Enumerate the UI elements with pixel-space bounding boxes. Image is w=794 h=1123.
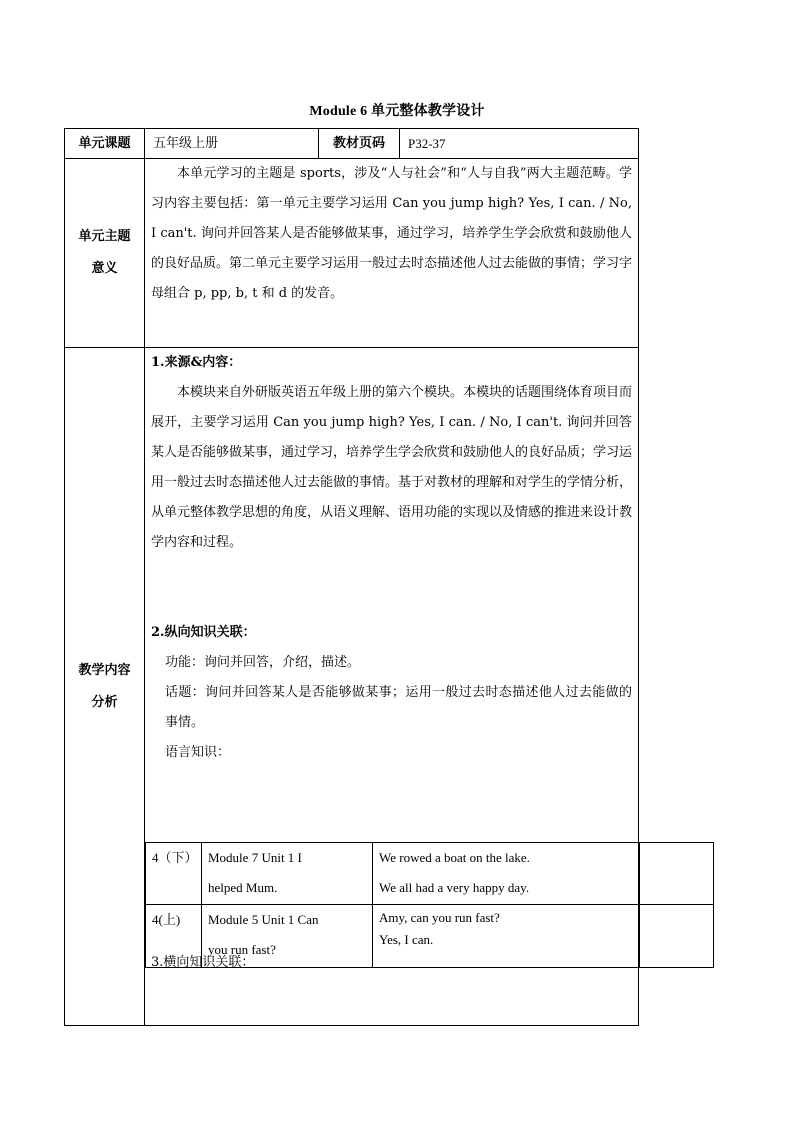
subtable-sentence-line2: We all had a very happy day.: [379, 880, 530, 895]
subtable-module-cell: [201, 842, 373, 905]
language-knowledge-text: 语言知识：: [165, 745, 231, 760]
section-source-heading: 1.来源&内容：: [151, 355, 242, 370]
subtable-sentence-line2: Yes, I can.: [379, 932, 434, 947]
section-horizontal-heading: 3.横向知识关联：: [151, 955, 255, 970]
subtable-sentence-cell: [372, 842, 640, 905]
unit-topic-value: 五年级上册: [144, 128, 319, 159]
subtable-extra-cell: [639, 904, 714, 968]
topic-text: 话题：询问并回答某人是否能够做某事；运用一般过去时态描述他人过去能做的事情。: [165, 685, 632, 730]
content-analysis-label-line1: 教学内容: [78, 662, 131, 678]
unit-theme-text-cell: [144, 158, 639, 348]
unit-topic-label: 单元课题: [64, 128, 145, 159]
subtable-module-line1: Module 7 Unit 1 I: [208, 850, 302, 865]
subtable-sentence-cell: [372, 904, 640, 968]
page-title: Module 6 单元整体教学设计: [309, 104, 485, 119]
unit-theme-label-line2: 意义: [91, 261, 118, 276]
subtable-module-line2: you run fast?: [208, 942, 276, 957]
subtable-sentence-line1: We rowed a boat on the lake.: [379, 850, 530, 865]
textbook-pages-label: 教材页码: [318, 128, 400, 159]
unit-theme-label: [64, 158, 145, 348]
subtable-grade-cell: 4(上): [145, 904, 202, 968]
subtable-grade-cell: 4（下）: [145, 842, 202, 905]
unit-theme-text: 本单元学习的主题是 sports，涉及“人与社会”和“人与自我”两大主题范畴。学习内容主要包括：第一单元主要学习运用 Can you jump high? Yes, I can. / No, I can't. 询问并回答某人是否能够做某事，通过学习，培养学生学会欣赏和鼓励他人的良好品质。第二单元主要学习运用一般过去时态描述他人过去能做的事情；学习字母组合 p, pp, b, t 和 d 的发音。: [151, 166, 633, 301]
section-source-text: 本模块来自外研版英语五年级上册的第六个模块。本模块的话题围绕体育项目而展开，主要学习运用 Can you jump high? Yes, I can. / No, I can't. 询问并回答某人是否能够做某事，通过学习，培养学生学会欣赏和鼓励他人的良好品质；学习运用一般过去时态描述他人过去能做的事情。基于对教材的理解和对学生的学情分析，从单元整体教学思想的角度，从语义理解、语用功能的实现以及情感的推进来设计教学内容和过程。: [151, 385, 633, 550]
section-vertical-heading: 2.纵向知识关联：: [151, 625, 256, 640]
function-text: 功能：询问并回答，介绍，描述。: [165, 655, 361, 670]
subtable-module-line2: helped Mum.: [208, 880, 278, 895]
unit-theme-label-line1: 单元主题: [78, 229, 131, 244]
subtable-sentence-line1: Amy, can you run fast?: [379, 910, 500, 925]
textbook-pages-value: P32-37: [399, 128, 639, 159]
subtable-extra-cell: [639, 842, 714, 905]
subtable-module-line1: Module 5 Unit 1 Can: [208, 912, 319, 927]
knowledge-subtable: [145, 842, 714, 968]
content-analysis-label: [64, 347, 145, 1026]
content-analysis-label-line2: 分析: [91, 694, 118, 710]
subtable-module-cell: [201, 904, 373, 968]
